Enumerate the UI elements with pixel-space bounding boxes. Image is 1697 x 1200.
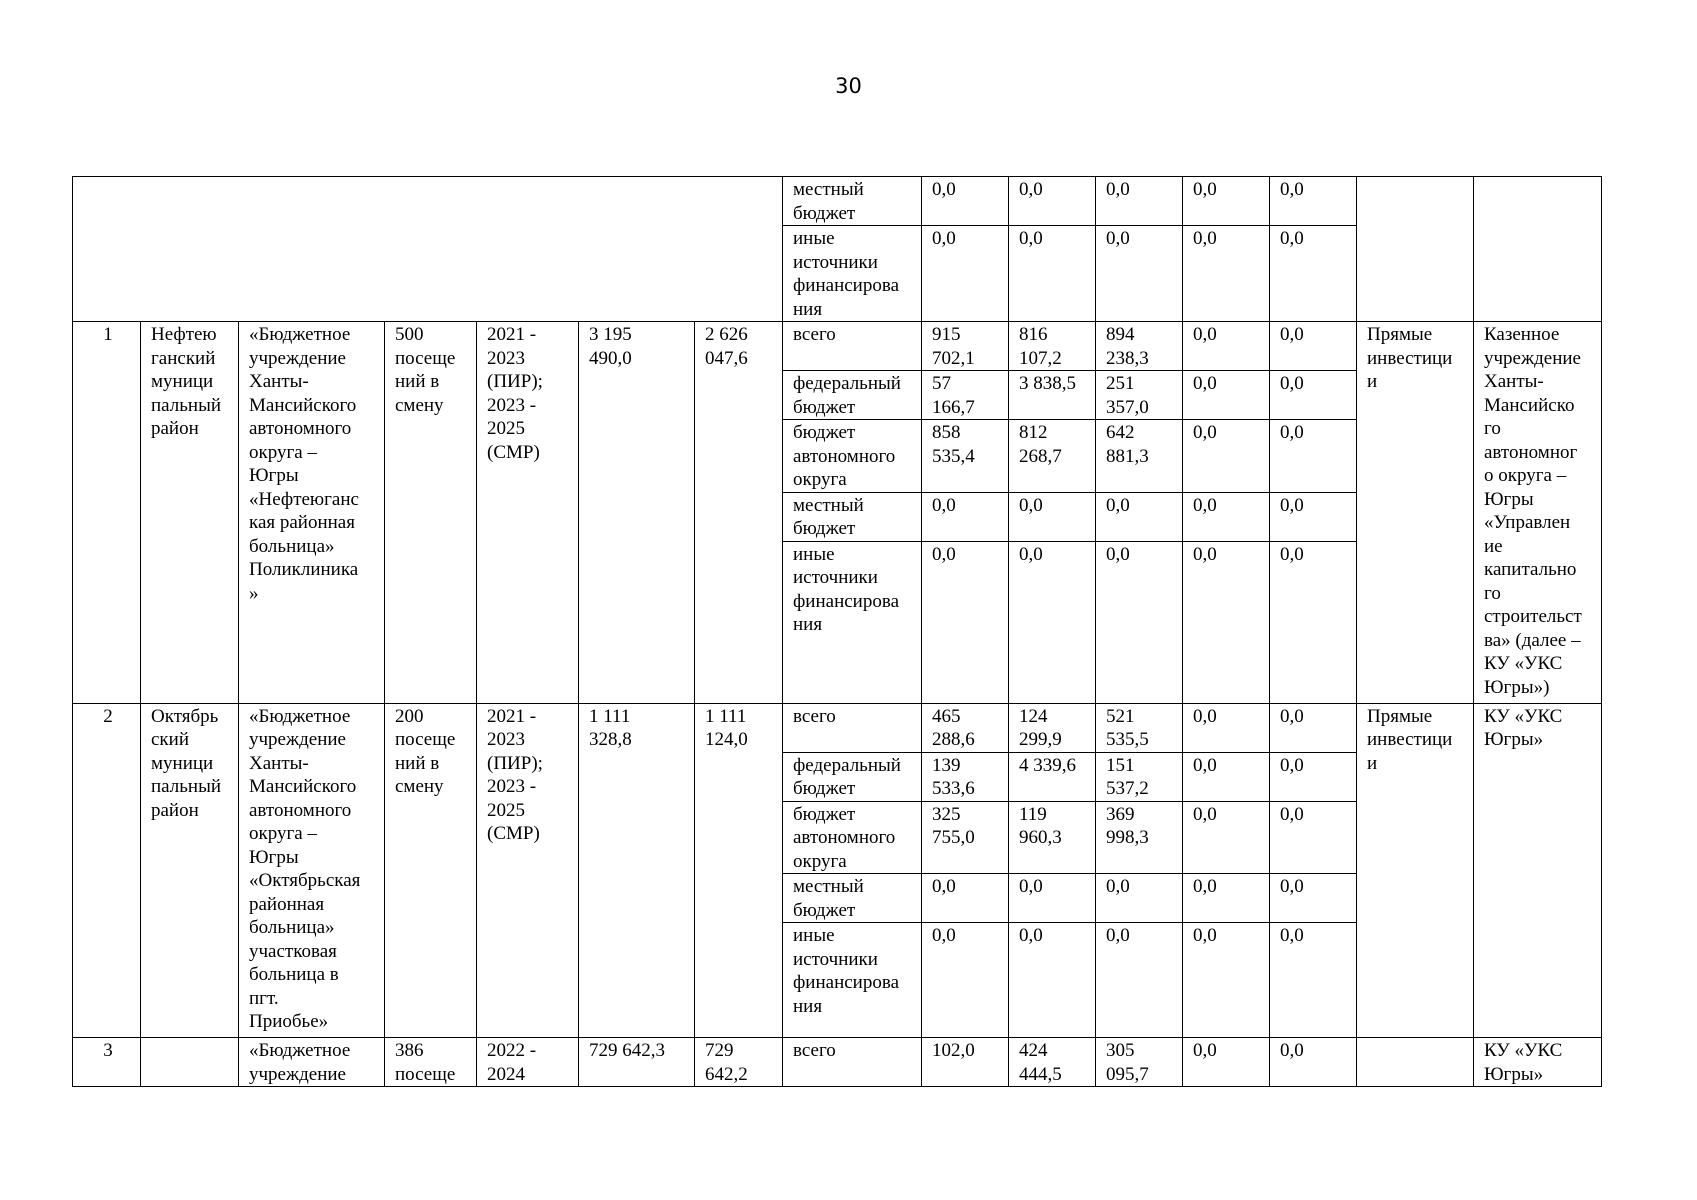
cost-cell: 3 195 490,0	[579, 322, 695, 704]
value-cell: 0,0	[1009, 492, 1096, 541]
value-cell: 0,0	[1270, 371, 1357, 420]
period-cell: 2022 - 2024	[477, 1038, 579, 1087]
source-label: всего	[783, 322, 922, 371]
value-cell: 0,0	[1096, 177, 1183, 226]
source-label: всего	[783, 1038, 922, 1087]
source-label: иные источники финансирова ния	[783, 226, 922, 322]
value-cell: 0,0	[1270, 923, 1357, 1038]
value-cell: 0,0	[1270, 541, 1357, 703]
value-cell: 858 535,4	[922, 420, 1009, 493]
mechanism-cell: Прямые инвестици и	[1357, 322, 1474, 704]
value-cell: 812 268,7	[1009, 420, 1096, 493]
value-cell: 424 444,5	[1009, 1038, 1096, 1087]
source-label: местный бюджет	[783, 874, 922, 923]
value-cell: 0,0	[922, 177, 1009, 226]
municipality-cell	[141, 1038, 239, 1087]
table-row	[73, 1038, 1602, 1087]
source-label: всего	[783, 703, 922, 752]
value-cell: 0,0	[1270, 177, 1357, 226]
value-cell: 0,0	[1096, 541, 1183, 703]
table-row	[73, 703, 1602, 752]
capacity-cell: 500 посеще ний в смену	[385, 322, 477, 704]
value-cell: 0,0	[1183, 801, 1270, 874]
mechanism-cell: Прямые инвестици и	[1357, 703, 1474, 1038]
value-cell: 642 881,3	[1096, 420, 1183, 493]
remaining-cost-cell: 729 642,2	[695, 1038, 783, 1087]
municipality-cell: Нефтею ганский муници пальный район	[141, 322, 239, 704]
value-cell: 102,0	[922, 1038, 1009, 1087]
value-cell: 0,0	[1183, 226, 1270, 322]
object-cell: «Бюджетное учреждение	[239, 1038, 385, 1087]
value-cell: 915 702,1	[922, 322, 1009, 371]
value-cell: 0,0	[1183, 177, 1270, 226]
value-cell: 0,0	[1009, 177, 1096, 226]
value-cell: 465 288,6	[922, 703, 1009, 752]
value-cell: 0,0	[1270, 492, 1357, 541]
value-cell: 816 107,2	[1009, 322, 1096, 371]
value-cell: 325 755,0	[922, 801, 1009, 874]
value-cell: 0,0	[922, 874, 1009, 923]
source-label: бюджет автономного округа	[783, 420, 922, 493]
value-cell: 119 960,3	[1009, 801, 1096, 874]
value-cell: 4 339,6	[1009, 752, 1096, 801]
value-cell: 0,0	[922, 541, 1009, 703]
value-cell: 0,0	[1270, 801, 1357, 874]
source-label: бюджет автономного округа	[783, 801, 922, 874]
value-cell: 151 537,2	[1096, 752, 1183, 801]
customer-cell: КУ «УКС Югры»	[1474, 703, 1602, 1038]
value-cell: 0,0	[1009, 923, 1096, 1038]
customer-cell	[1474, 177, 1602, 322]
row-number: 2	[73, 703, 141, 1038]
source-label: иные источники финансирова ния	[783, 541, 922, 703]
table-row	[73, 322, 1602, 371]
value-cell: 0,0	[1009, 541, 1096, 703]
value-cell: 0,0	[1183, 703, 1270, 752]
value-cell: 305 095,7	[1096, 1038, 1183, 1087]
value-cell: 0,0	[922, 492, 1009, 541]
cost-cell: 1 111 328,8	[579, 703, 695, 1038]
investment-table	[72, 176, 1602, 1087]
page-number: 30	[835, 74, 862, 98]
value-cell: 0,0	[1183, 371, 1270, 420]
value-cell: 0,0	[1009, 874, 1096, 923]
value-cell: 0,0	[1183, 322, 1270, 371]
mechanism-cell	[1357, 177, 1474, 322]
value-cell: 251 357,0	[1096, 371, 1183, 420]
value-cell: 0,0	[1183, 420, 1270, 493]
period-cell: 2021 - 2023 (ПИР); 2023 - 2025 (СМР)	[477, 322, 579, 704]
source-label: местный бюджет	[783, 492, 922, 541]
table-row	[73, 177, 1602, 226]
value-cell: 3 838,5	[1009, 371, 1096, 420]
source-label: иные источники финансирова ния	[783, 923, 922, 1038]
period-cell: 2021 - 2023 (ПИР); 2023 - 2025 (СМР)	[477, 703, 579, 1038]
value-cell: 369 998,3	[1096, 801, 1183, 874]
value-cell: 0,0	[1270, 752, 1357, 801]
value-cell: 0,0	[1096, 923, 1183, 1038]
value-cell: 0,0	[1183, 1038, 1270, 1087]
value-cell: 0,0	[922, 226, 1009, 322]
remaining-cost-cell: 2 626 047,6	[695, 322, 783, 704]
row-number: 1	[73, 322, 141, 704]
value-cell: 894 238,3	[1096, 322, 1183, 371]
value-cell: 0,0	[1270, 226, 1357, 322]
value-cell: 57 166,7	[922, 371, 1009, 420]
value-cell: 0,0	[1183, 492, 1270, 541]
value-cell: 0,0	[1096, 492, 1183, 541]
row-number: 3	[73, 1038, 141, 1087]
cost-cell: 729 642,3	[579, 1038, 695, 1087]
empty-merged-cell	[73, 177, 783, 322]
value-cell: 521 535,5	[1096, 703, 1183, 752]
value-cell: 0,0	[1270, 1038, 1357, 1087]
capacity-cell: 386 посеще	[385, 1038, 477, 1087]
value-cell: 0,0	[1183, 923, 1270, 1038]
value-cell: 0,0	[1270, 420, 1357, 493]
value-cell: 0,0	[922, 923, 1009, 1038]
value-cell: 124 299,9	[1009, 703, 1096, 752]
object-cell: «Бюджетное учреждение Ханты- Мансийского автономного округа – Югры «Октябрьская районная больница» участковая больница в пгт. Приобье»	[239, 703, 385, 1038]
value-cell: 139 533,6	[922, 752, 1009, 801]
source-label: местный бюджет	[783, 177, 922, 226]
customer-cell: КУ «УКС Югры»	[1474, 1038, 1602, 1087]
mechanism-cell	[1357, 1038, 1474, 1087]
value-cell: 0,0	[1183, 874, 1270, 923]
value-cell: 0,0	[1183, 541, 1270, 703]
customer-cell: Казенное учреждение Ханты- Мансийско го автономног о округа – Югры «Управлен ие капитально го строительст ва» (далее – КУ «УКС Югры»)	[1474, 322, 1602, 704]
value-cell: 0,0	[1270, 322, 1357, 371]
capacity-cell: 200 посеще ний в смену	[385, 703, 477, 1038]
value-cell: 0,0	[1096, 226, 1183, 322]
object-cell: «Бюджетное учреждение Ханты- Мансийского автономного округа – Югры «Нефтеюганс кая районная больница» Поликлиника »	[239, 322, 385, 704]
source-label: федеральный бюджет	[783, 371, 922, 420]
value-cell: 0,0	[1270, 874, 1357, 923]
value-cell: 0,0	[1096, 874, 1183, 923]
value-cell: 0,0	[1270, 703, 1357, 752]
source-label: федеральный бюджет	[783, 752, 922, 801]
value-cell: 0,0	[1183, 752, 1270, 801]
municipality-cell: Октябрь ский муници пальный район	[141, 703, 239, 1038]
value-cell: 0,0	[1009, 226, 1096, 322]
remaining-cost-cell: 1 111 124,0	[695, 703, 783, 1038]
